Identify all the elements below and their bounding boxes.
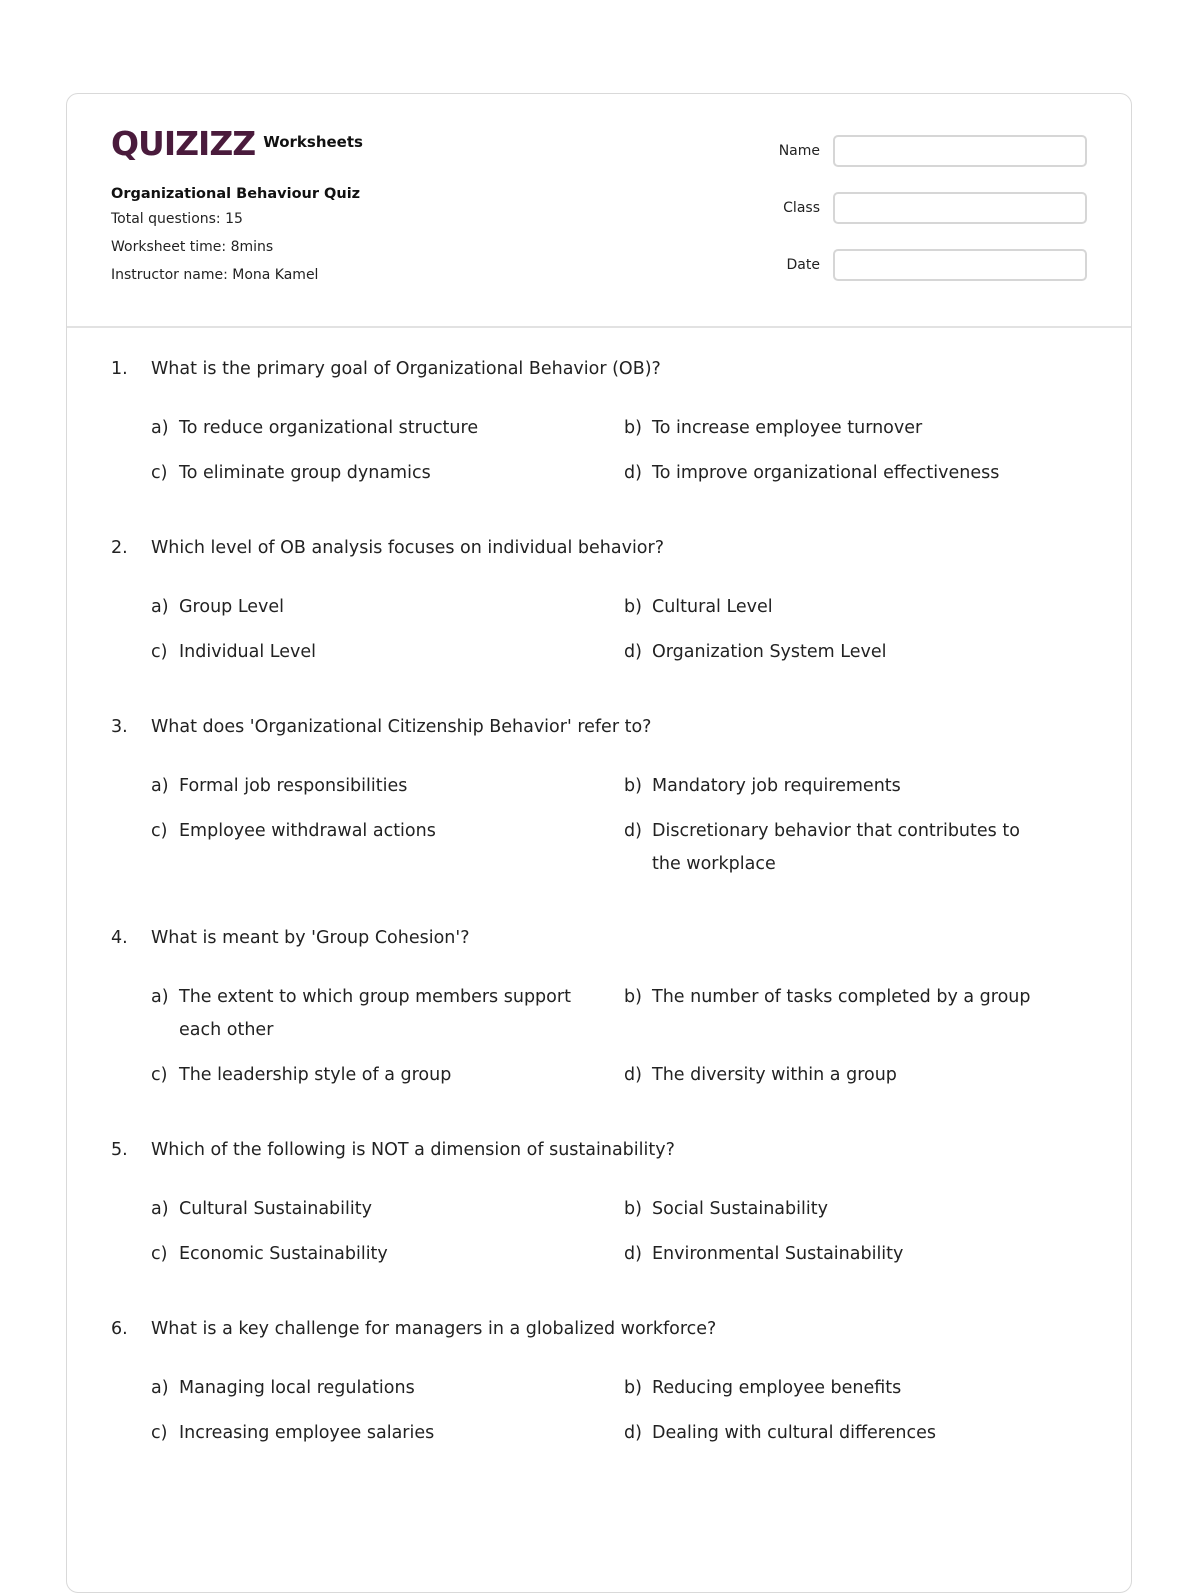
question-text: What is a key challenge for managers in a globalized workforce? [151, 1319, 717, 1339]
class-row [779, 191, 1087, 225]
question-block [111, 356, 1091, 490]
option-letter: a) [151, 1199, 169, 1219]
option-letter: d) [624, 642, 642, 662]
answer-option[interactable] [151, 815, 624, 881]
option-letter: a) [151, 597, 169, 617]
answer-option[interactable] [624, 815, 1054, 881]
option-letter: c) [151, 1065, 168, 1085]
answer-options [151, 1372, 1091, 1450]
answer-option[interactable] [624, 981, 1054, 1047]
option-text: The extent to which group members support each other [179, 987, 571, 1040]
option-text: Economic Sustainability [179, 1244, 388, 1264]
question-block [111, 714, 1091, 881]
date-label: Date [786, 257, 820, 273]
option-letter: c) [151, 821, 168, 841]
option-text: Cultural Level [652, 597, 773, 617]
answer-options [151, 1193, 1091, 1271]
name-label: Name [778, 143, 820, 159]
option-text: Cultural Sustainability [179, 1199, 372, 1219]
answer-option[interactable] [624, 1372, 1054, 1405]
question-text: Which of the following is NOT a dimension of sustainability? [151, 1140, 675, 1160]
option-text: Environmental Sustainability [652, 1244, 904, 1264]
logo-subtitle: Worksheets [263, 133, 363, 151]
answer-option[interactable] [151, 1193, 624, 1226]
class-field[interactable] [833, 192, 1087, 224]
option-text: Discretionary behavior that contributes to the workplace [652, 821, 1020, 874]
answer-option[interactable] [624, 770, 1054, 803]
option-letter: a) [151, 1378, 169, 1398]
option-text: Formal job responsibilities [179, 776, 408, 796]
answer-option[interactable] [151, 457, 624, 490]
answer-option[interactable] [151, 1372, 624, 1405]
date-row [779, 248, 1087, 282]
question-heading [111, 356, 1091, 382]
question-text: Which level of OB analysis focuses on individual behavior? [151, 538, 664, 558]
option-letter: b) [624, 987, 642, 1007]
worksheet-time: Worksheet time: 8mins [111, 239, 274, 255]
option-text: Employee withdrawal actions [179, 821, 436, 841]
option-text: Social Sustainability [652, 1199, 828, 1219]
option-text: The number of tasks completed by a group [652, 987, 1031, 1007]
answer-option[interactable] [151, 412, 624, 445]
question-heading [111, 1316, 1091, 1342]
quiz-title: Organizational Behaviour Quiz [111, 186, 361, 202]
option-text: To increase employee turnover [652, 418, 923, 438]
answer-option[interactable] [151, 591, 624, 624]
option-letter: b) [624, 776, 642, 796]
option-letter: a) [151, 987, 169, 1007]
question-heading [111, 925, 1091, 951]
option-letter: c) [151, 1244, 168, 1264]
instructor-name: Instructor name: Mona Kamel [111, 267, 319, 283]
option-letter: b) [624, 1378, 642, 1398]
question-block [111, 1137, 1091, 1271]
question-number: 3. [111, 717, 128, 737]
worksheet-header [67, 94, 1131, 328]
logo-mark: QUIZIZZ [111, 124, 256, 163]
option-text: Managing local regulations [179, 1378, 415, 1398]
question-block [111, 1316, 1091, 1450]
question-block [111, 925, 1091, 1092]
quizizz-logo [111, 124, 363, 164]
answer-option[interactable] [151, 1238, 624, 1271]
answer-options [151, 412, 1091, 490]
option-text: Reducing employee benefits [652, 1378, 902, 1398]
answer-options [151, 591, 1091, 669]
option-letter: c) [151, 642, 168, 662]
option-letter: b) [624, 1199, 642, 1219]
answer-option[interactable] [624, 591, 1054, 624]
class-label: Class [783, 200, 820, 216]
answer-option[interactable] [151, 981, 624, 1047]
answer-option[interactable] [624, 1417, 1054, 1450]
option-letter: b) [624, 418, 642, 438]
option-letter: d) [624, 1244, 642, 1264]
option-text: Increasing employee salaries [179, 1423, 435, 1443]
question-heading [111, 535, 1091, 561]
question-number: 2. [111, 538, 128, 558]
option-letter: c) [151, 1423, 168, 1443]
option-letter: d) [624, 821, 642, 841]
question-text: What does 'Organizational Citizenship Behavior' refer to? [151, 717, 652, 737]
answer-option[interactable] [151, 1417, 624, 1450]
question-text: What is meant by 'Group Cohesion'? [151, 928, 470, 948]
option-letter: b) [624, 597, 642, 617]
name-row [779, 134, 1087, 168]
answer-option[interactable] [624, 1238, 1054, 1271]
question-number: 6. [111, 1319, 128, 1339]
answer-option[interactable] [624, 1193, 1054, 1226]
option-text: To eliminate group dynamics [179, 463, 431, 483]
student-fields [779, 134, 1087, 305]
option-letter: a) [151, 776, 169, 796]
answer-options [151, 770, 1091, 881]
worksheet-card [66, 93, 1132, 1593]
answer-option[interactable] [151, 1059, 624, 1092]
question-block [111, 535, 1091, 669]
option-letter: d) [624, 463, 642, 483]
question-heading [111, 1137, 1091, 1163]
option-text: Mandatory job requirements [652, 776, 901, 796]
answer-option[interactable] [624, 1059, 1054, 1092]
option-text: Dealing with cultural differences [652, 1423, 936, 1443]
answer-option[interactable] [624, 636, 1054, 669]
name-field[interactable] [833, 135, 1087, 167]
question-text: What is the primary goal of Organizational Behavior (OB)? [151, 359, 661, 379]
option-text: Group Level [179, 597, 285, 617]
answer-option[interactable] [624, 457, 1054, 490]
option-letter: c) [151, 463, 168, 483]
question-number: 4. [111, 928, 128, 948]
answer-option[interactable] [151, 636, 624, 669]
answer-option[interactable] [151, 770, 624, 803]
answer-option[interactable] [624, 412, 1054, 445]
option-letter: d) [624, 1065, 642, 1085]
option-text: Organization System Level [652, 642, 887, 662]
option-letter: a) [151, 418, 169, 438]
option-text: Individual Level [179, 642, 316, 662]
question-number: 1. [111, 359, 128, 379]
answer-options [151, 981, 1091, 1092]
option-text: To reduce organizational structure [179, 418, 479, 438]
option-letter: d) [624, 1423, 642, 1443]
total-questions: Total questions: 15 [111, 211, 243, 227]
option-text: To improve organizational effectiveness [652, 463, 1000, 483]
quiz-meta [111, 186, 360, 294]
date-field[interactable] [833, 249, 1087, 281]
question-number: 5. [111, 1140, 128, 1160]
option-text: The leadership style of a group [179, 1065, 452, 1085]
question-heading [111, 714, 1091, 740]
option-text: The diversity within a group [652, 1065, 897, 1085]
